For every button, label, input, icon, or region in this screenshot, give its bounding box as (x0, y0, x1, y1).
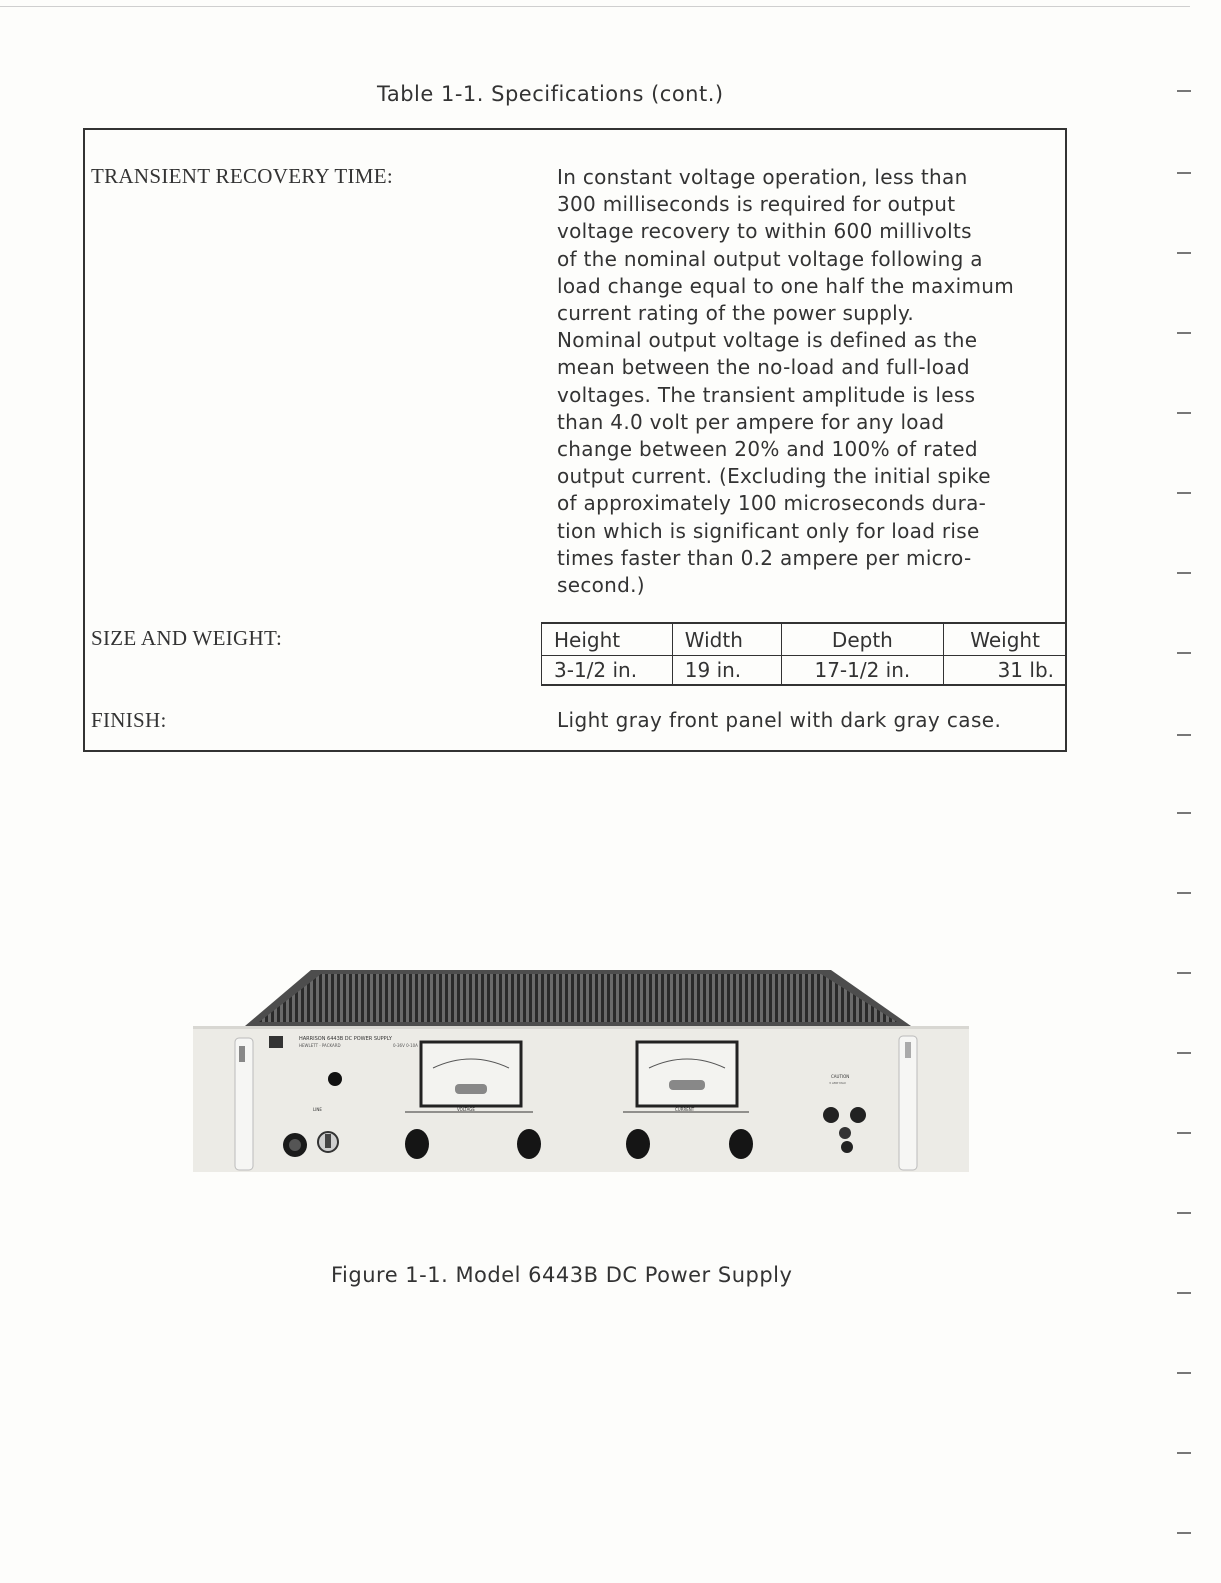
transient-line: current rating of the power supply. (557, 301, 914, 326)
current-fine-knob (729, 1129, 753, 1159)
size-header-row (542, 623, 1067, 655)
transient-line: load change equal to one half the maximum (557, 273, 1015, 298)
voltage-fine-knob (517, 1129, 541, 1159)
panel-range: 0-36V 0-10A (393, 1043, 418, 1048)
size-weight-label: SIZE AND WEIGHT: (91, 626, 283, 650)
voltage-label: VOLTAGE (457, 1107, 475, 1112)
transient-line: of the nominal output voltage following a (557, 246, 983, 271)
size-value-row (542, 655, 1067, 685)
hp-logo (269, 1036, 283, 1048)
figure-caption: Figure 1-1. Model 6443B DC Power Supply (331, 1263, 793, 1287)
caution-sub: 3 AMP MAX (829, 1081, 846, 1085)
spec-table (83, 128, 1067, 752)
table-title: Table 1-1. Specifications (cont.) (377, 82, 724, 106)
panel-brand: HARRISON 6443B DC POWER SUPPLY (299, 1036, 392, 1042)
transient-line: of approximately 100 microseconds dura- (557, 491, 987, 516)
top-edge-line (0, 6, 1190, 7)
transient-line: second.) (557, 573, 645, 598)
transient-line: In constant voltage operation, less than (557, 165, 968, 189)
height-header: Height (542, 623, 673, 655)
width-value: 19 in. (672, 655, 781, 685)
transient-description (557, 164, 1067, 599)
depth-value: 17-1/2 in. (781, 655, 944, 685)
transient-line: than 4.0 volt per ampere for any load (557, 409, 945, 434)
voltmeter (421, 1042, 521, 1106)
transient-line: output current. (Excluding the initial spike (557, 464, 991, 489)
current-coarse-knob (626, 1129, 650, 1159)
pilot-lamp (328, 1072, 342, 1086)
weight-header: Weight (944, 623, 1067, 655)
line-label: LINE (313, 1107, 322, 1112)
ground-terminal (839, 1127, 851, 1139)
finish-description: Light gray front panel with dark gray case. (557, 708, 1002, 732)
current-label: CURRENT (675, 1107, 695, 1112)
caution-label: CAUTION (831, 1074, 850, 1079)
transient-line: 300 milliseconds is required for output (557, 192, 956, 217)
depth-header: Depth (781, 623, 944, 655)
transient-line: mean between the no-load and full-load (557, 355, 970, 380)
panel-maker: HEWLETT · PACKARD (299, 1043, 341, 1048)
weight-value: 31 lb. (944, 655, 1067, 685)
voltage-coarse-knob (405, 1129, 429, 1159)
transient-line: voltage recovery to within 600 millivolts (557, 219, 972, 244)
transient-line: tion which is significant only for load rise (557, 518, 980, 543)
transient-line: voltages. The transient amplitude is less (557, 382, 976, 407)
transient-line: Nominal output voltage is defined as the (557, 328, 978, 353)
positive-terminal (823, 1107, 839, 1123)
finish-label: FINISH: (91, 708, 167, 732)
height-value: 3-1/2 in. (542, 655, 673, 685)
transient-line: change between 20% and 100% of rated (557, 437, 978, 462)
ammeter (637, 1042, 737, 1106)
size-weight-table (541, 622, 1067, 686)
power-supply-photo (193, 968, 969, 1176)
margin-ticks (1161, 0, 1191, 1583)
transient-line: times faster than 0.2 ampere per micro- (557, 545, 972, 570)
transient-label: TRANSIENT RECOVERY TIME: (91, 164, 393, 188)
width-header: Width (672, 623, 781, 655)
negative-terminal (850, 1107, 866, 1123)
